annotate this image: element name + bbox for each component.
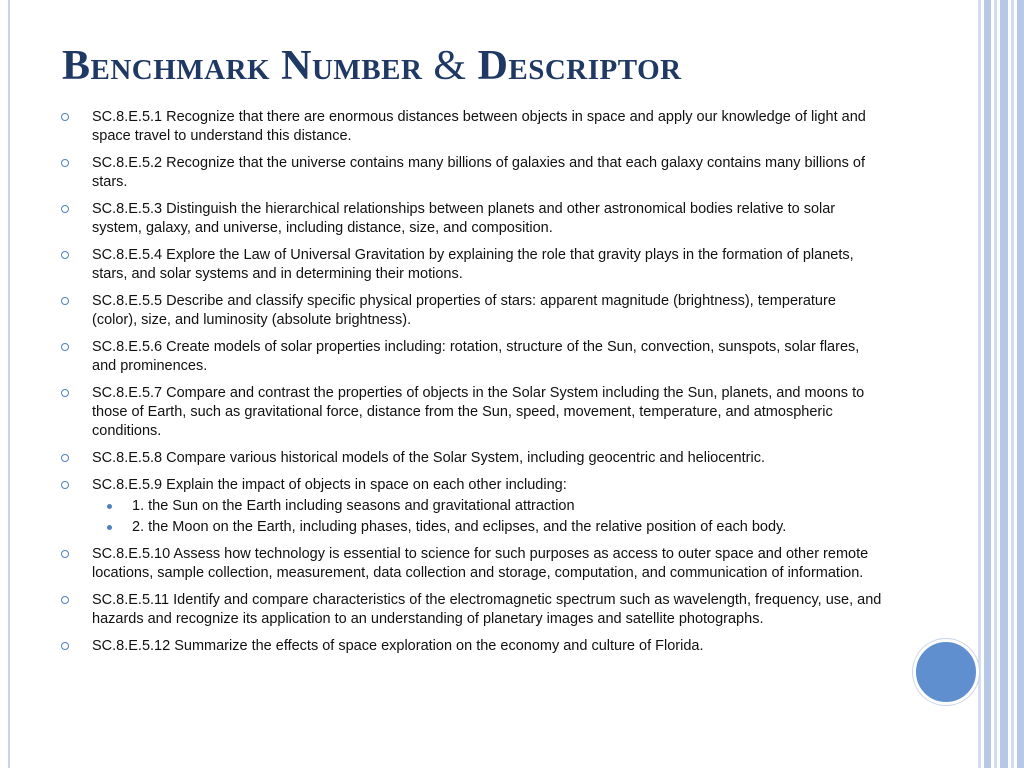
benchmark-list [60,108,882,664]
decorative-stripe [1017,0,1024,768]
benchmark-text: SC.8.E.5.10 Assess how technology is essential to science for such purposes as access to outer space and other remote locations, sample collection, measurement, data collection and storage, computation, and communication of information. [92,546,869,581]
benchmark-item [60,545,882,583]
bullet-icon [61,113,69,121]
left-border-line [8,0,10,768]
benchmark-item [60,200,882,238]
benchmark-item [60,338,882,376]
benchmark-text: SC.8.E.5.6 Create models of solar properties including: rotation, structure of the Sun, convection, sunspots, solar flares, and prominences. [92,339,860,374]
benchmark-item [60,154,882,192]
sub-list [92,497,882,537]
sub-bullet-icon [107,504,112,509]
bullet-icon [61,454,69,462]
benchmark-item [60,108,882,146]
benchmark-text: SC.8.E.5.12 Summarize the effects of space exploration on the economy and culture of Florida. [92,638,704,654]
bullet-icon [61,205,69,213]
title-part2: Descriptor [477,43,682,89]
bullet-icon [61,159,69,167]
bullet-icon [61,481,69,489]
sub-list-item [92,497,882,516]
benchmark-text: SC.8.E.5.9 Explain the impact of objects in space on each other including: [92,477,567,493]
benchmark-item [60,476,882,537]
benchmark-text: SC.8.E.5.3 Distinguish the hierarchical relationships between planets and other astronomical bodies relative to solar system, galaxy, and universe, including distance, size, and composition. [92,201,836,236]
bullet-icon [61,642,69,650]
slide-title [62,42,682,90]
benchmark-item [60,449,882,468]
decorative-circle [913,639,979,705]
benchmark-text: SC.8.E.5.1 Recognize that there are enormous distances between objects in space and apply our knowledge of light and space travel to understand this distance. [92,109,866,144]
sub-list-item [92,518,882,537]
bullet-icon [61,251,69,259]
bullet-icon [61,389,69,397]
benchmark-item [60,292,882,330]
bullet-icon [61,343,69,351]
benchmark-item [60,591,882,629]
sub-item-text: 2. the Moon on the Earth, including phases, tides, and eclipses, and the relative position of each body. [132,519,787,535]
benchmark-text: SC.8.E.5.4 Explore the Law of Universal Gravitation by explaining the role that gravity plays in the formation of planets, stars, and solar systems and in determining their motions. [92,247,854,282]
benchmark-text: SC.8.E.5.5 Describe and classify specific physical properties of stars: apparent magnitude (brightness), temperature (color), size, and luminosity (absolute brightness). [92,293,836,328]
bullet-icon [61,596,69,604]
benchmark-item [60,246,882,284]
title-part1: Benchmark Number [62,43,423,89]
benchmark-item [60,384,882,441]
decorative-stripe [1000,0,1008,768]
decorative-stripe [994,0,997,768]
benchmark-item [60,637,882,656]
benchmark-text: SC.8.E.5.7 Compare and contrast the properties of objects in the Solar System including the Sun, planets, and moons to those of Earth, such as gravitational force, distance from the Sun, speed, movement, temperature, and atmospheric conditions. [92,385,865,439]
benchmark-text: SC.8.E.5.2 Recognize that the universe contains many billions of galaxies and that each galaxy contains many billions of stars. [92,155,865,190]
sub-bullet-icon [107,525,112,530]
benchmark-text: SC.8.E.5.11 Identify and compare characteristics of the electromagnetic spectrum such as wavelength, frequency, use, and hazards and recognize its application to an understanding of planetary images and satellite photographs. [92,592,882,627]
decorative-stripe [984,0,991,768]
decorative-stripe [978,0,981,768]
bullet-icon [61,297,69,305]
sub-item-text: 1. the Sun on the Earth including seasons and gravitational attraction [132,498,575,514]
title-ampersand: & [433,43,467,89]
decorative-stripe [1011,0,1014,768]
benchmark-text: SC.8.E.5.8 Compare various historical models of the Solar System, including geocentric and heliocentric. [92,450,765,466]
bullet-icon [61,550,69,558]
